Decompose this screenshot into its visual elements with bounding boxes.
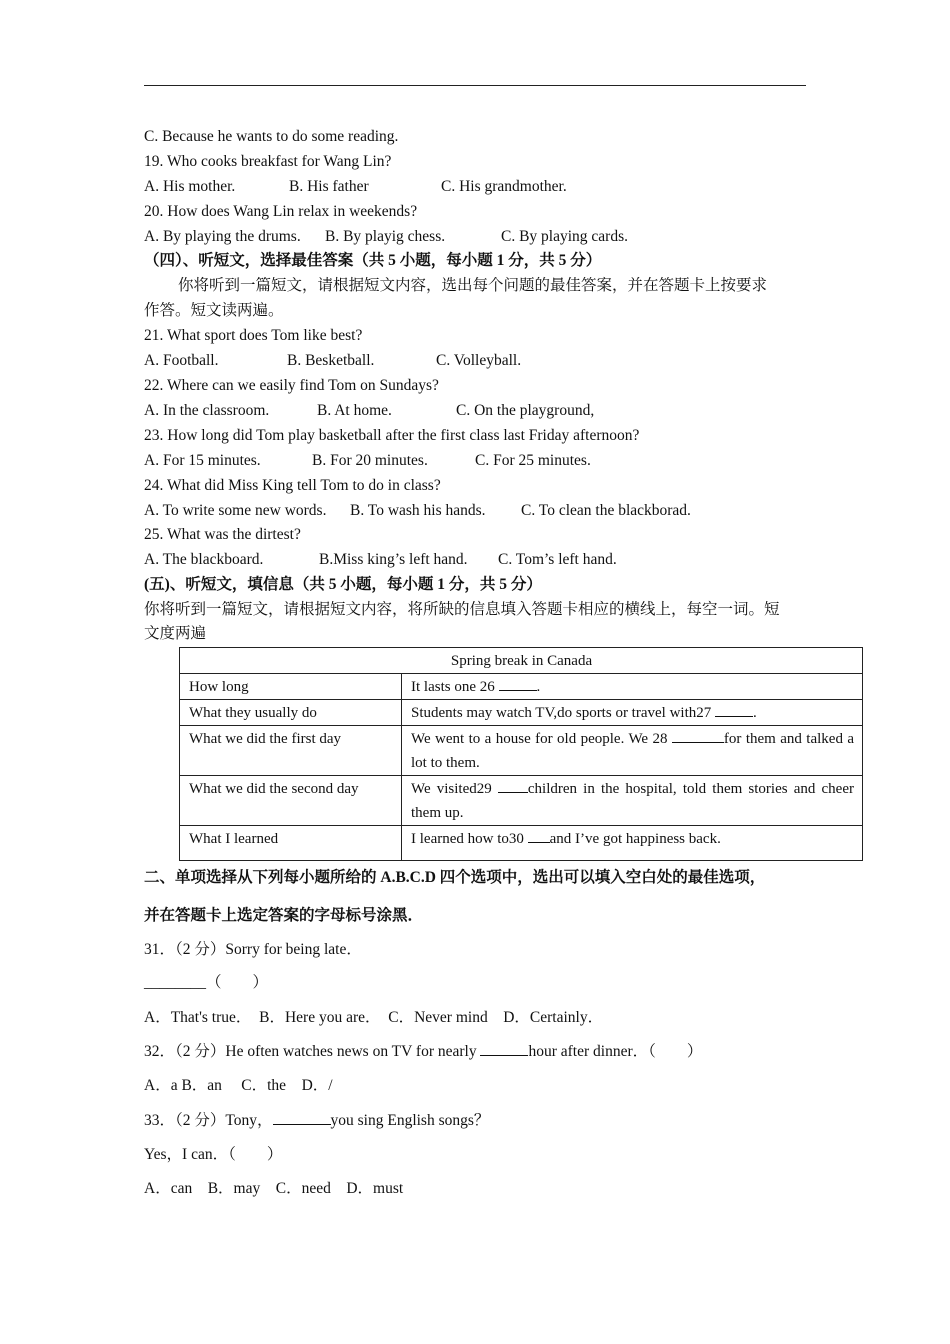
option-24c: C. To clean the blackborad. — [521, 502, 691, 519]
section-5-instructions: 你将听到一篇短文，请根据短文内容，将所缺的信息填入答题卡相应的横线上，每空一词。短 — [144, 601, 780, 618]
table-row — [180, 700, 863, 726]
option-21c: C. Volleyball. — [436, 352, 522, 369]
option-25b: B.Miss king’s left hand. — [319, 551, 468, 568]
blank-28[interactable] — [672, 729, 724, 743]
option-19b: B. His father — [289, 178, 369, 195]
option-24b: B. To wash his hands. — [350, 502, 486, 519]
question-20: 20. How does Wang Lin relax in weekends? — [144, 203, 418, 220]
option-19a: A. His mother. — [144, 178, 236, 195]
question-19: 19. Who cooks breakfast for Wang Lin? — [144, 153, 392, 170]
row-content: We went to a house for old people. We 28 for them and talked a lot to them. — [402, 726, 863, 776]
option-25c: C. Tom’s left hand. — [498, 551, 617, 568]
blank-27[interactable] — [715, 703, 753, 717]
table-row — [180, 726, 863, 776]
section-5-instructions-cont: 文度两遍 — [144, 625, 207, 642]
part-2-heading: 二、单项选择从下列每小题所给的 A.B.C.D 四个选项中，选出可以填入空白处的最佳选项， — [144, 869, 766, 886]
section-5-heading: (五)、听短文，填信息（共 5 小题，每小题 1 分，共 5 分） — [144, 576, 542, 593]
row-label: What I learned — [180, 826, 402, 861]
option-24a: A. To write some new words. — [144, 502, 327, 519]
question-32: 32．（2 分）He often watches news on TV for nearly hour after dinner．（ ） — [144, 1043, 703, 1060]
blank-30[interactable] — [528, 829, 550, 843]
option-23b: B. For 20 minutes. — [312, 452, 428, 469]
option-25a: A. The blackboard. — [144, 551, 264, 568]
option-22b: B. At home. — [317, 402, 392, 419]
section-4-instructions-cont: 作答。短文读两遍。 — [144, 302, 284, 319]
question-31-blank: ________（ ） — [144, 974, 269, 991]
spring-break-table — [179, 647, 863, 861]
question-22: 22. Where can we easily find Tom on Sundays? — [144, 377, 439, 394]
blank-29[interactable] — [498, 779, 528, 793]
question-25: 25. What was the dirtest? — [144, 526, 301, 543]
blank-32[interactable] — [480, 1042, 528, 1056]
question-21: 21. What sport does Tom like best? — [144, 327, 363, 344]
option-18c: C. Because he wants to do some reading. — [144, 128, 399, 145]
question-33-options: A．can B．may C．need D．must — [144, 1180, 404, 1197]
section-4-instructions: 你将听到一篇短文，请根据短文内容，选出每个问题的最佳答案，并在答题卡上按要求 — [178, 277, 768, 294]
option-19c: C. His grandmother. — [441, 178, 567, 195]
table-caption: Spring break in Canada — [180, 648, 863, 674]
option-22c: C. On the playground, — [456, 402, 595, 419]
question-33: 33．（2 分）Tony， you sing English songs？ — [144, 1112, 490, 1129]
row-content: I learned how to30 and I’ve got happiness back. — [402, 826, 863, 861]
row-label: What they usually do — [180, 700, 402, 726]
question-23: 23. How long did Tom play basketball after the first class last Friday afternoon? — [144, 427, 640, 444]
row-label: How long — [180, 674, 402, 700]
question-33-answer: Yes，I can．（ ） — [144, 1146, 283, 1163]
table-row — [180, 826, 863, 861]
row-content: Students may watch TV,do sports or travel with27 . — [402, 700, 863, 726]
option-20a: A. By playing the drums. — [144, 228, 301, 245]
question-31: 31．（2 分）Sorry for being late． — [144, 941, 362, 958]
blank-33[interactable] — [273, 1111, 331, 1125]
option-21b: B. Besketball. — [287, 352, 375, 369]
row-content: We visited29 children in the hospital, told them stories and cheer them up. — [402, 776, 863, 826]
option-22a: A. In the classroom. — [144, 402, 270, 419]
question-32-options: A．a B．an C．the D．/ — [144, 1077, 333, 1094]
header-rule — [144, 85, 806, 86]
blank-26[interactable] — [499, 677, 537, 691]
question-24: 24. What did Miss King tell Tom to do in class? — [144, 477, 441, 494]
table-row — [180, 674, 863, 700]
section-4-heading: （四）、听短文，选择最佳答案（共 5 小题，每小题 1 分，共 5 分） — [144, 252, 602, 269]
option-23a: A. For 15 minutes. — [144, 452, 261, 469]
option-23c: C. For 25 minutes. — [475, 452, 591, 469]
row-content: It lasts one 26 . — [402, 674, 863, 700]
row-label: What we did the second day — [180, 776, 402, 826]
row-label: What we did the first day — [180, 726, 402, 776]
part-2-heading-cont: 并在答题卡上选定答案的字母标号涂黑． — [144, 907, 424, 924]
question-31-options: A．That's true． B．Here you are． C．Never mind D．Certainly． — [144, 1009, 604, 1026]
option-20c: C. By playing cards. — [501, 228, 628, 245]
option-20b: B. By playig chess. — [325, 228, 446, 245]
table-row — [180, 776, 863, 826]
option-21a: A. Football. — [144, 352, 219, 369]
table-caption-row — [180, 648, 863, 674]
